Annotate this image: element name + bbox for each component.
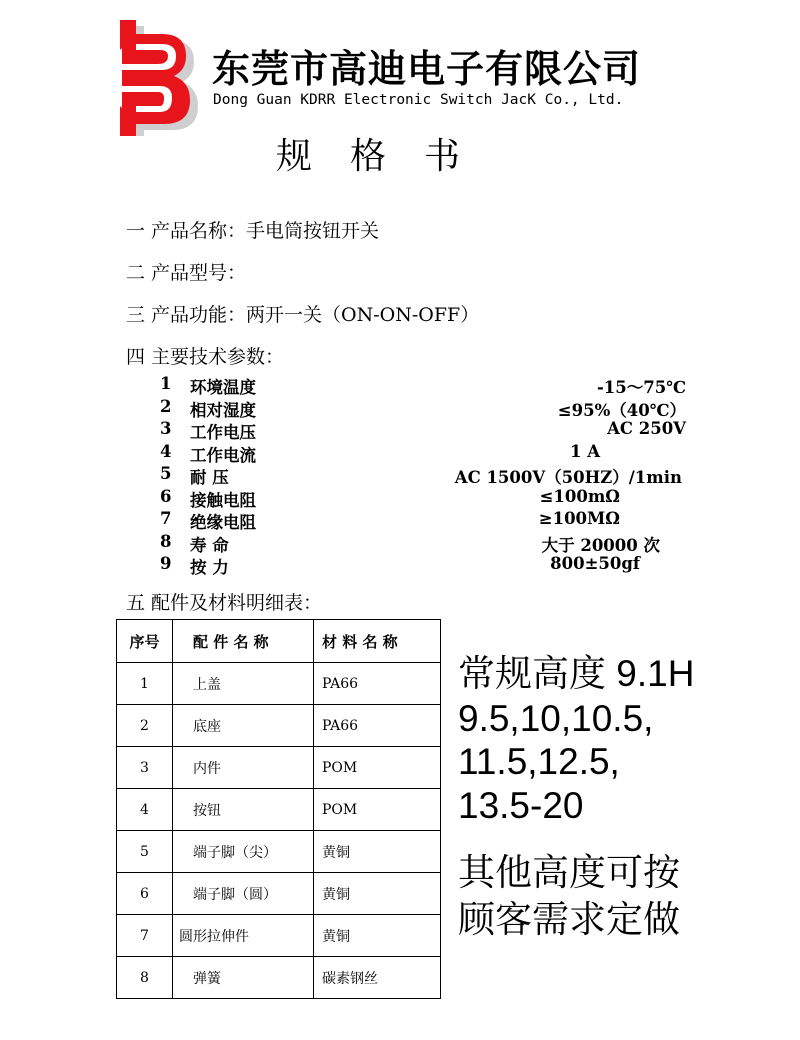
cell-no: 6 (117, 873, 173, 915)
cell-no: 7 (117, 915, 173, 957)
parts-table-heading: 五 配件及材料明细表： (126, 592, 323, 614)
param-no: 9 (160, 554, 172, 573)
parts-table (116, 619, 441, 999)
cell-part: 底座 (173, 705, 314, 747)
cell-no: 4 (117, 789, 173, 831)
company-name-en: Dong Guan KDRR Electronic Switch JacK Co., Ltd. (213, 92, 624, 108)
param-value: 800±50gf (550, 554, 640, 573)
param-name: 按 力 (190, 558, 229, 577)
param-name: 寿 命 (190, 535, 229, 555)
param-name: 工作电压 (190, 423, 256, 442)
header-no: 序号 (117, 620, 173, 663)
param-no: 8 (160, 531, 172, 551)
param-no: 6 (160, 486, 172, 506)
param-row (160, 509, 700, 532)
param-value: ≥100MΩ (538, 509, 620, 528)
cell-no: 8 (117, 957, 173, 999)
param-row (160, 464, 700, 487)
cell-material: 黄铜 (314, 831, 441, 873)
param-row (160, 442, 700, 465)
param-value: ≤95%（40℃） (557, 400, 686, 420)
cell-part: 圆形拉伸件 (173, 915, 314, 957)
cell-part: 内件 (173, 747, 314, 789)
param-row (160, 397, 700, 420)
cell-material: 黄铜 (314, 915, 441, 957)
param-value: 1 A (569, 441, 600, 461)
param-row (160, 487, 700, 510)
product-model-line: 二 产品型号： (126, 262, 247, 284)
param-row (160, 374, 700, 397)
cell-part: 端子脚（尖） (173, 831, 314, 873)
param-name: 环境温度 (190, 378, 256, 397)
param-row (160, 532, 700, 555)
table-row (117, 705, 441, 747)
cell-part: 上盖 (173, 663, 314, 705)
param-value: AC 250V (607, 419, 686, 438)
company-logo (88, 14, 198, 136)
param-name: 相对湿度 (190, 400, 256, 420)
company-name-cn: 东莞市高迪电子有限公司 (212, 47, 642, 91)
param-value: AC 1500V（50HZ）/1min (454, 468, 682, 487)
param-no: 1 (160, 374, 172, 393)
param-no: 2 (160, 396, 172, 416)
param-no: 7 (160, 509, 172, 528)
table-row (117, 831, 441, 873)
cell-part: 按钮 (173, 789, 314, 831)
params-list (160, 374, 700, 577)
table-row (117, 957, 441, 999)
table-row (117, 915, 441, 957)
param-value: -15～75℃ (596, 378, 686, 397)
cell-part: 弹簧 (173, 957, 314, 999)
height-note-line: 11.5,12.5, (458, 741, 620, 782)
cell-material: PA66 (314, 705, 441, 747)
cell-material: PA66 (314, 663, 441, 705)
cell-material: POM (314, 789, 441, 831)
height-note-line: 常规高度 9.1H (458, 653, 695, 694)
custom-note-line: 其他高度可按 (458, 852, 680, 893)
custom-note-line: 顾客需求定做 (458, 899, 680, 940)
param-name: 耐 压 (190, 468, 229, 487)
height-note-line: 9.5,10,10.5, (458, 698, 654, 739)
height-note-line: 13.5-20 (458, 785, 584, 826)
table-row (117, 789, 441, 831)
cell-no: 5 (117, 831, 173, 873)
cell-no: 3 (117, 747, 173, 789)
header-material: 材 料 名 称 (314, 620, 441, 663)
param-name: 绝缘电阻 (190, 513, 256, 532)
param-name: 工作电流 (190, 445, 256, 465)
cell-material: 黄铜 (314, 873, 441, 915)
table-row (117, 663, 441, 705)
param-no: 3 (160, 419, 172, 438)
cell-material: POM (314, 747, 441, 789)
cell-part: 端子脚（圆） (173, 873, 314, 915)
param-row (160, 554, 700, 577)
main-params-heading: 四 主要技术参数： (126, 346, 285, 368)
cell-no: 2 (117, 705, 173, 747)
table-header-row (117, 620, 441, 663)
param-name: 接触电阻 (190, 490, 256, 510)
param-value: 大于 20000 次 (541, 535, 660, 555)
table-row (117, 747, 441, 789)
product-function-line: 三 产品功能：两开一关（ON-ON-OFF） (126, 304, 480, 326)
table-row (117, 873, 441, 915)
document-title: 规格书 (276, 136, 499, 177)
param-no: 5 (160, 464, 172, 483)
cell-no: 1 (117, 663, 173, 705)
param-row (160, 419, 700, 442)
cell-material: 碳素钢丝 (314, 957, 441, 999)
param-value: ≤100mΩ (539, 486, 620, 506)
param-no: 4 (160, 441, 172, 461)
product-name-line: 一 产品名称：手电筒按钮开关 (126, 220, 380, 242)
header-part: 配 件 名 称 (173, 620, 314, 663)
